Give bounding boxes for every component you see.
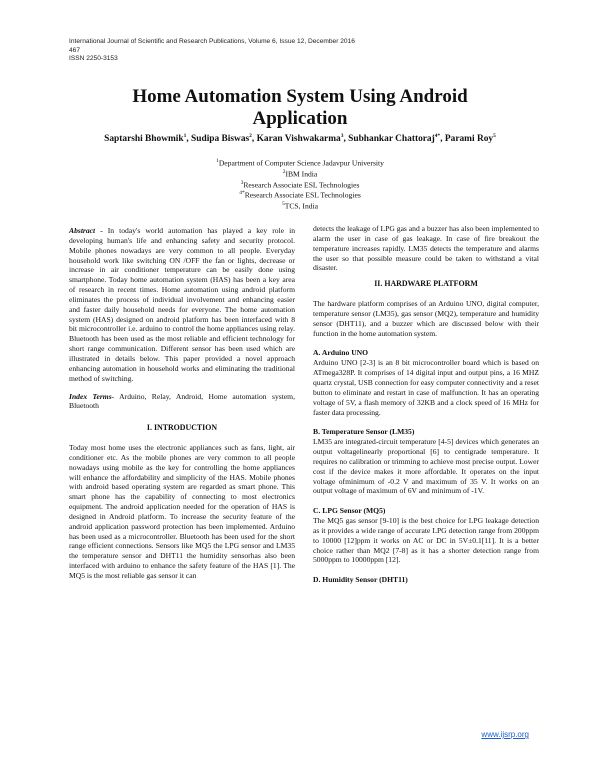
affiliations	[150, 157, 450, 211]
journal-website-link[interactable]: www.ijsrp.org	[481, 730, 529, 739]
introduction-text: Today most home uses the electronic appliances such as fans, light, air conditioner etc. As the mobile phones are very common to all people nowadays using mobile as the key for controlling the home appliances will enhance the affordability and simplicity of the HAS. Mobile phones with android based operating system are regarded as smart phone. This smart phone has the capability of connecting to most electronics equipment. The android application needed for the operation of HAS is designed in Android platform. To increase the security feature of the android application password protection has been implemented. Arduino has been used as a microcontroller. Bluetooth has been used for the short range efficient connections. Sensors like MQ5 the LPG sensor and LM35 the temperature sensor and DHT11 the humidity sensorhas also been interfaced with arduino to enhance the safety feature of the HAS [1]. The MQ5 is the most reliable gas sensor it can	[69, 443, 295, 580]
index-terms-text: - Arduino, Relay, Android, Home automation system, Bluetooth	[69, 391, 295, 411]
index-terms	[69, 392, 295, 412]
subsection-heading: C. LPG Sensor (MQ5)	[313, 506, 386, 516]
author-sup: 4*	[434, 133, 441, 139]
paper-title	[40, 86, 560, 130]
author-sup: 3	[340, 133, 344, 139]
author: Parami Roy	[444, 134, 494, 145]
abstract	[69, 226, 295, 384]
author: Sudipa Biswas	[191, 134, 250, 145]
arduino-text: Arduino UNO [2-3] is an 8 bit microcontroller board which is based on ATmega328P. It comprises of 14 digital input and output pins, a 16 MHZ quartz crystal, USB connection for easy computer connectivity and a reset button to eliminate and restart in case of malfunction. It has an operating voltage of 5V, a flash memory of 32KB and a clock speed of 16 MHz for faster data processing.	[313, 358, 539, 417]
author: Karan Vishwakarma	[256, 134, 341, 145]
author-sup: 1	[183, 133, 187, 139]
mq5-text: The MQ5 gas sensor [9-10] is the best choice for LPG leakage detection as it provides a wide range of accurate LPG detection range from 200ppm to 10000 [12]ppm it works on AC or DC in 5V±0.1[11]. It is a better choice rather than MQ2 [7-8] as it has a shorter detection range from 5000ppm to 10000ppm [12].	[313, 516, 539, 565]
affiliation: $^5$TCS, India	[281, 201, 319, 211]
affiliation: $^{4*}$Research Associate ESL Technologies	[239, 190, 361, 201]
abstract-label: Abstract -	[69, 226, 103, 235]
author: Saptarshi Bhowmik	[104, 134, 184, 145]
issn: ISSN 2250-3153	[69, 55, 118, 63]
subsection-heading: A. Arduino UNO	[313, 348, 369, 358]
lm35-text: LM35 are integrated-circuit temperature [4-5] devices which generates an output voltagelinearly proportional [6] to centigrade temperature. It requires no calibration or trimming to achieve most precise output. Lower cost if the device makes it more affordable. It operates on the input voltage ofminimum of -0.2 V and maximum of 35 V. It works on an output voltage of maximum of 6V and minimum of -1V.	[313, 437, 539, 496]
affiliation: $^2$IBM India	[282, 168, 318, 179]
journal-header	[69, 38, 355, 64]
intro-continued: detects the leakage of LPG gas and a buzzer has also been implemented to alarm the user in case of gas leakage. In case of fire breakout the temperature increases rapidly. LM35 detects the temperature and alarms the user so that possible measure could be taken to withstand a vital disaster.	[313, 224, 539, 273]
affiliation: $^1$Department of Computer Science Jadavpur University	[216, 158, 384, 168]
author-sup: 5	[493, 133, 496, 139]
abstract-text: In today's world automation has played a key role in developing human's life and enhancing safety and security protocol. Mobile phones nowadays are very common to all people. Everyday household work like switching ON /OFF the fan or lights, decrease or increase in air conditioner temperature can be easily done using smartphone. Today home automation system (HAS) has been a key area of research in recent times. Home automation using android platform eliminates the process of individual involvement and enhancing easier and faster daily household needs for everyone. The home automation system (HAS) designed on android platform has been interfaced with 8 bit microcontroller i.e. arduino to control the home appliances using relay. Bluetooth has been used as the most reliable and efficient technology for short range communication. Different sensor has been used which are illustrated in details below. This paper provided a novel approach enhancing automation in household works and eliminating the traditional method of switching.	[69, 226, 295, 383]
subsection-heading: B. Temperature Sensor (LM35)	[313, 427, 415, 437]
left-column	[69, 226, 295, 581]
right-column	[313, 224, 539, 585]
title-line-2: Application	[252, 108, 348, 129]
page-number: 467	[69, 46, 81, 54]
index-terms-label: Index Terms	[69, 391, 112, 401]
section-heading: II. HARDWARE PLATFORM	[374, 279, 478, 289]
subsection-heading: D. Humidity Sensor (DHT11)	[313, 575, 408, 585]
hardware-text: The hardware platform comprises of an Arduino UNO, digital computer, temperature sensor (LM35), gas sensor (MQ2), temperature and humidity sensor (DHT11), and a buzzer which are discussed below with their function in the home automation system.	[313, 299, 539, 338]
journal-name: International Journal of Scientific and Research Publications, Volume 6, Issue 12, December 2016	[69, 38, 355, 45]
author-list: Saptarshi Bhowmik$^1$, Sudipa Biswas$^2$, Karan Vishwakarma$^3$, Subhankar Chattoraj$^{4*}$, Parami Roy$^5$	[104, 133, 496, 145]
author-sup: 2	[249, 133, 252, 139]
title-line-1: Home Automation System Using Android	[132, 86, 468, 107]
affiliation: $^3$Research Associate ESL Technologies	[240, 179, 360, 190]
section-heading: I. INTRODUCTION	[146, 423, 218, 433]
author: Subhankar Chattoraj	[348, 134, 435, 145]
